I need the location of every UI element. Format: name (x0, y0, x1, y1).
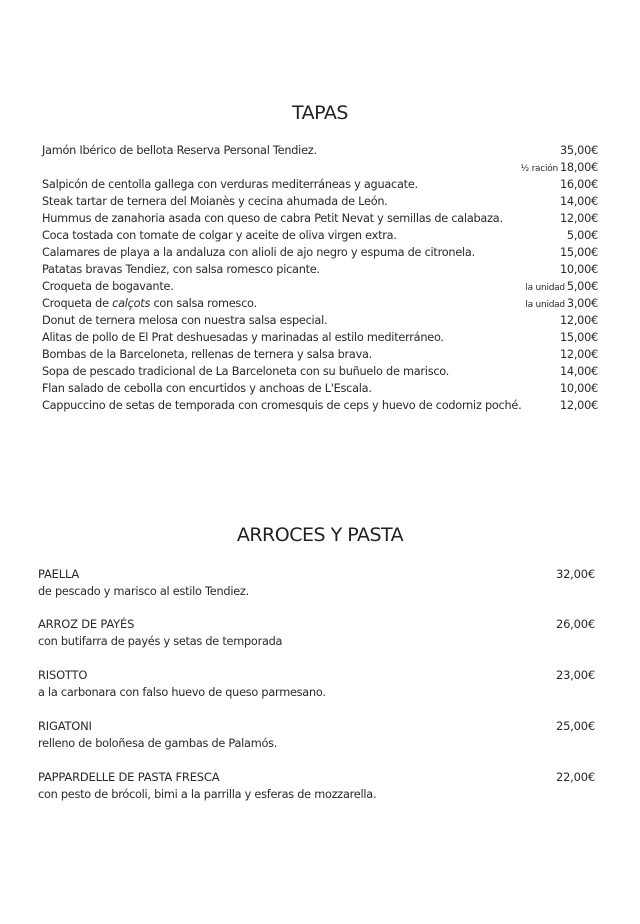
menu-item (42, 399, 598, 416)
item-name: RISOTTO (38, 668, 88, 682)
item-price: 12,00€ (559, 399, 598, 412)
item-name: Bombas de la Barceloneta, rellenas de ternera y salsa brava. (42, 348, 373, 361)
menu-item (42, 280, 598, 297)
item-name-em: calçots (112, 297, 151, 310)
item-price: 5,00€ (566, 229, 598, 242)
item-price: 12,00€ (559, 314, 598, 327)
item-name: Steak tartar de ternera del Moianès y cecina ahumada de León. (42, 195, 388, 208)
menu-item (38, 719, 595, 750)
item-price: 3,00€ (566, 297, 598, 310)
item-name: Alitas de pollo de El Prat deshuesadas y marinadas al estilo mediterráneo. (42, 331, 444, 344)
item-name-post: con salsa romesco. (150, 297, 257, 310)
item-price: 16,00€ (559, 178, 598, 191)
item-note: ½ ración (520, 164, 558, 174)
item-description: de pescado y marisco al estilo Tendiez. (38, 585, 249, 598)
item-name: RIGATONI (38, 719, 92, 733)
menu-item (42, 382, 598, 399)
item-name: Coca tostada con tomate de colgar y aceite de oliva virgen extra. (42, 229, 397, 242)
menu-item (42, 263, 598, 280)
menu-item (42, 314, 598, 331)
item-price: 15,00€ (559, 246, 598, 259)
item-name: Patatas bravas Tendiez, con salsa romesco picante. (42, 263, 320, 276)
item-name: Donut de ternera melosa con nuestra salsa especial. (42, 314, 328, 327)
item-name: Croqueta de bogavante. (42, 280, 174, 293)
item-price: 15,00€ (559, 331, 598, 344)
menu-item (38, 617, 595, 648)
menu-item (42, 195, 598, 212)
item-name: ARROZ DE PAYÉS (38, 617, 135, 631)
item-name: Calamares de playa a la andaluza con alioli de ajo negro y espuma de citronela. (42, 246, 475, 259)
item-price: 25,00€ (555, 719, 595, 733)
item-note: la unidad (525, 283, 565, 293)
item-description: con pesto de brócoli, bimi a la parrilla y esferas de mozzarella. (38, 788, 377, 801)
item-price: 10,00€ (559, 263, 598, 276)
item-price: 26,00€ (555, 617, 595, 631)
menu-item (42, 348, 598, 365)
menu-item (42, 161, 598, 178)
item-name: PAELLA (38, 567, 80, 581)
menu-item (38, 567, 595, 598)
menu-item (42, 331, 598, 348)
item-price: 14,00€ (559, 365, 598, 378)
item-name: Sopa de pescado tradicional de La Barceloneta con su buñuelo de marisco. (42, 365, 450, 378)
item-price: 10,00€ (559, 382, 598, 395)
item-price: 5,00€ (566, 280, 598, 293)
item-name: Jamón Ibérico de bellota Reserva Personal Tendiez. (42, 144, 317, 157)
arroces-title: ARROCES Y PASTA (236, 524, 404, 546)
item-price: 12,00€ (559, 212, 598, 225)
item-price: 18,00€ (559, 161, 598, 174)
item-description: a la carbonara con falso huevo de queso parmesano. (38, 686, 326, 699)
menu-item (42, 212, 598, 229)
menu-item (42, 365, 598, 382)
item-price: 14,00€ (559, 195, 598, 208)
tapas-list (42, 144, 598, 416)
item-name-pre: Croqueta de (42, 297, 113, 310)
item-name (42, 297, 257, 310)
menu-item (42, 246, 598, 263)
item-name: Flan salado de cebolla con encurtidos y anchoas de L'Escala. (42, 382, 372, 395)
item-price: 23,00€ (555, 668, 595, 682)
item-price: 12,00€ (559, 348, 598, 361)
menu-item (42, 229, 598, 246)
menu-item (42, 144, 598, 161)
item-description: relleno de boloñesa de gambas de Palamós. (38, 737, 278, 750)
item-name: PAPPARDELLE DE PASTA FRESCA (38, 770, 220, 784)
menu-item (42, 178, 598, 195)
item-price: 35,00€ (559, 144, 598, 157)
item-description: con butifarra de payés y setas de temporada (38, 635, 283, 648)
item-note: la unidad (525, 300, 565, 310)
item-price: 22,00€ (555, 770, 595, 784)
menu-item (38, 770, 595, 801)
item-name: Cappuccino de setas de temporada con cromesquis de ceps y huevo de codorniz poché. (42, 399, 522, 412)
tapas-title: TAPAS (292, 102, 348, 124)
menu-item (42, 297, 598, 314)
item-name: Hummus de zanahoria asada con queso de cabra Petit Nevat y semillas de calabaza. (42, 212, 503, 225)
item-price: 32,00€ (555, 567, 595, 581)
item-name: Salpicón de centolla gallega con verduras mediterráneas y aguacate. (42, 178, 418, 191)
menu-item (38, 668, 595, 699)
